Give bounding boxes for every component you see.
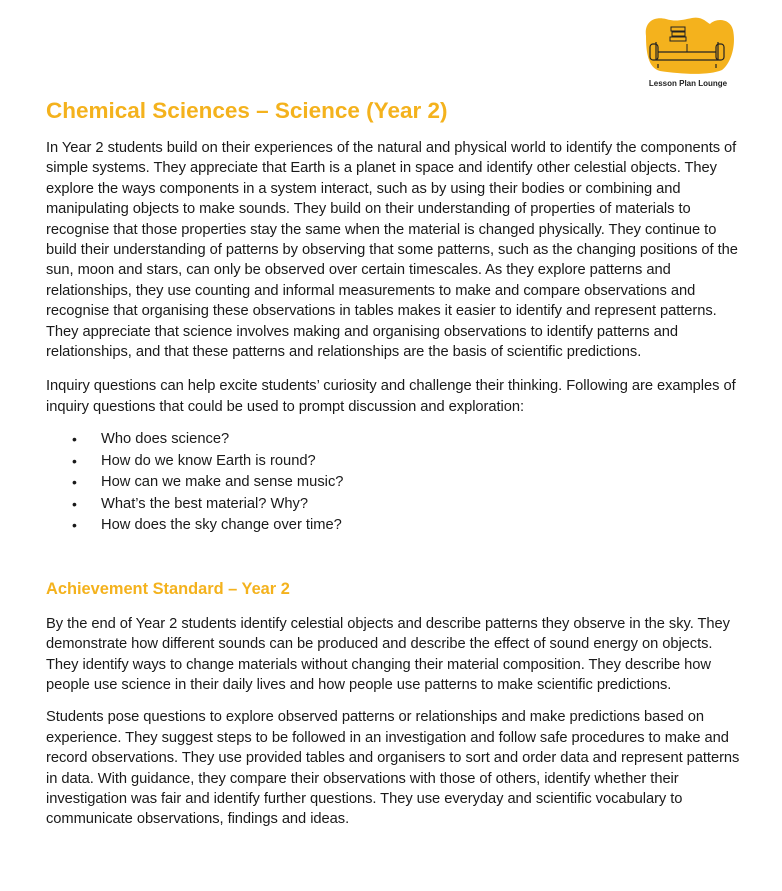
achievement-paragraph-1: By the end of Year 2 students identify celestial objects and describe patterns they observe in the sky. They demonstrate how different sounds can be produced and describe the effect of sound energy on objects. They identify ways to change materials without changing their material composition. They describe how people use science in their daily lives and how people use patterns to make scientific predictions. [46, 615, 730, 693]
achievement-standard-heading: Achievement Standard – Year 2 [46, 579, 290, 598]
bullet-icon: • [72, 452, 77, 469]
bullet-icon: • [72, 517, 77, 534]
list-item: • How can we make and sense music? [46, 472, 746, 494]
document-body [46, 95, 746, 830]
list-item: • How do we know Earth is round? [46, 451, 746, 473]
bullet-icon: • [72, 431, 77, 448]
page-title: Chemical Sciences – Science (Year 2) [46, 98, 448, 123]
inquiry-questions-list [46, 429, 746, 537]
bullet-icon: • [72, 474, 77, 491]
list-item: • What’s the best material? Why? [46, 494, 746, 516]
sofa-with-books-icon [640, 16, 736, 74]
inquiry-intro-paragraph: Inquiry questions can help excite students’ curiosity and challenge their thinking. Following are examples of inquiry questions that could be used to prompt discussion and exploration: [46, 378, 736, 415]
intro-paragraph: In Year 2 students build on their experiences of the natural and physical world to identify the components of simple systems. They appreciate that Earth is a planet in space and identify other celestial objects. They explore the ways components in a system interact, such as by using their bodies or combining and manipulating objects to make sounds. They build on their understanding of properties of materials to recognise that those properties stay the same when the material is changed physically. They continue to build their understanding of patterns by observing that some patterns, such as the changing positions of the sun, moon and stars, can only be observed over certain timescales. As they explore patterns and relationships, they use counting and informal measurements to make and compare observations and recognise that organising these observations in tables makes it easier to identify and represent patterns. They appreciate that science involves making and organising observations to identify patterns and relationships, and that these patterns and relationships are the basis of scientific predictions. [46, 140, 738, 361]
list-item: • How does the sky change over time? [46, 515, 746, 537]
brand-name: Lesson Plan Lounge [648, 79, 728, 88]
brand-logo [640, 16, 736, 92]
bullet-icon: • [72, 495, 77, 512]
achievement-paragraph-2: Students pose questions to explore observed patterns or relationships and make predictions based on experience. They suggest steps to be followed in an investigation and follow safe procedures to make and record observations. They use provided tables and organisers to sort and order data and represent patterns in data. With guidance, they compare their observations with those of others, identify whether their investigation was fair and identify further questions. They use everyday and scientific vocabulary to communicate observations, findings and ideas. [46, 709, 740, 828]
list-item: • Who does science? [46, 429, 746, 451]
